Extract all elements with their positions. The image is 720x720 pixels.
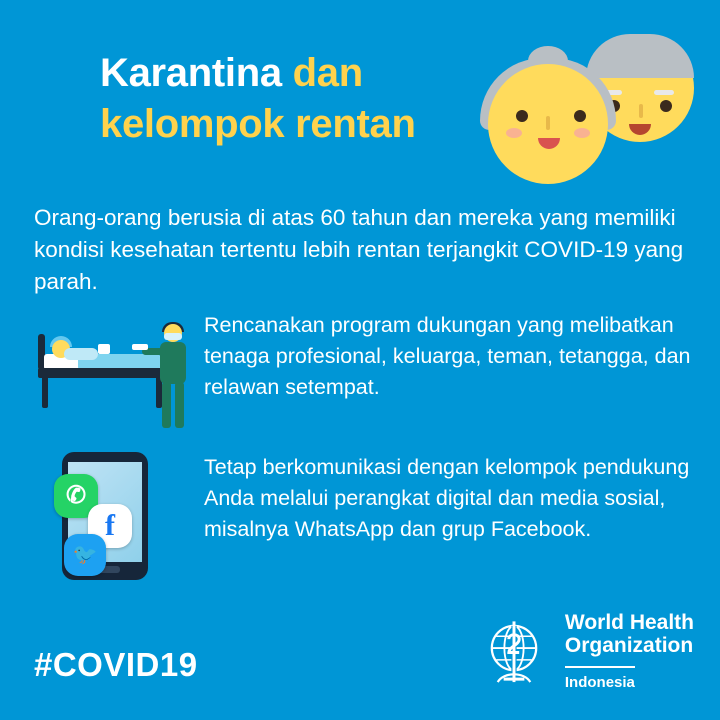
elderly-couple-illustration (470, 28, 700, 188)
woman-eye-left (516, 110, 528, 122)
man-brow-right (654, 90, 674, 95)
man-eye-right (660, 100, 672, 112)
nurse-tray (132, 344, 148, 350)
who-country-label: Indonesia (565, 666, 635, 691)
hospital-bed-icon (34, 310, 204, 430)
nurse-figure (154, 324, 194, 428)
woman-eye-right (574, 110, 586, 122)
title-line2: kelompok rentan (100, 102, 416, 147)
woman-blush-left (506, 128, 522, 138)
hashtag-covid19: #COVID19 (34, 646, 198, 683)
woman-nose (546, 116, 550, 130)
smartphone-social-icon (34, 452, 204, 582)
who-emblem-icon (477, 614, 551, 688)
bed-leg-left (42, 376, 48, 408)
phone-illustration (34, 452, 194, 582)
bed-illustration (34, 310, 194, 430)
elderly-man-hair (586, 34, 694, 78)
twitter-icon (64, 534, 106, 576)
title-line1-yellow: dan (292, 51, 363, 95)
nurse-leg-right (175, 382, 184, 428)
whatsapp-glyph: ✆ (65, 482, 87, 509)
nurse-leg-left (162, 382, 171, 428)
bed-frame (38, 368, 164, 378)
patient-body (64, 348, 98, 360)
digital-communication-row (34, 452, 694, 582)
support-program-row (34, 310, 694, 430)
facebook-glyph: f (105, 509, 115, 542)
face-mask-icon (164, 333, 182, 340)
who-logo (477, 611, 694, 692)
woman-blush-right (574, 128, 590, 138)
who-wordmark (565, 611, 694, 692)
who-name-line2: Organization (564, 634, 694, 658)
twitter-glyph: 🐦 (72, 544, 98, 566)
who-name-line1: World Health (564, 610, 694, 634)
digital-communication-text: Tetap berkomunikasi dengan kelompok pendukung Anda melalui perangkat digital dan media sosial, misalnya WhatsApp dan grup Facebook. (204, 455, 690, 542)
title-line1-white: Karantina (100, 51, 293, 95)
cup-icon (98, 344, 110, 354)
man-nose (639, 104, 643, 118)
page-title (100, 48, 520, 150)
intro-paragraph: Orang-orang berusia di atas 60 tahun dan mereka yang memiliki kondisi kesehatan tertentu lebih rentan terjangkit COVID-19 yang parah. (34, 205, 684, 294)
support-program-text: Rencanakan program dukungan yang melibatkan tenaga profesional, keluarga, teman, tetangga, dan relawan setempat. (204, 313, 691, 400)
